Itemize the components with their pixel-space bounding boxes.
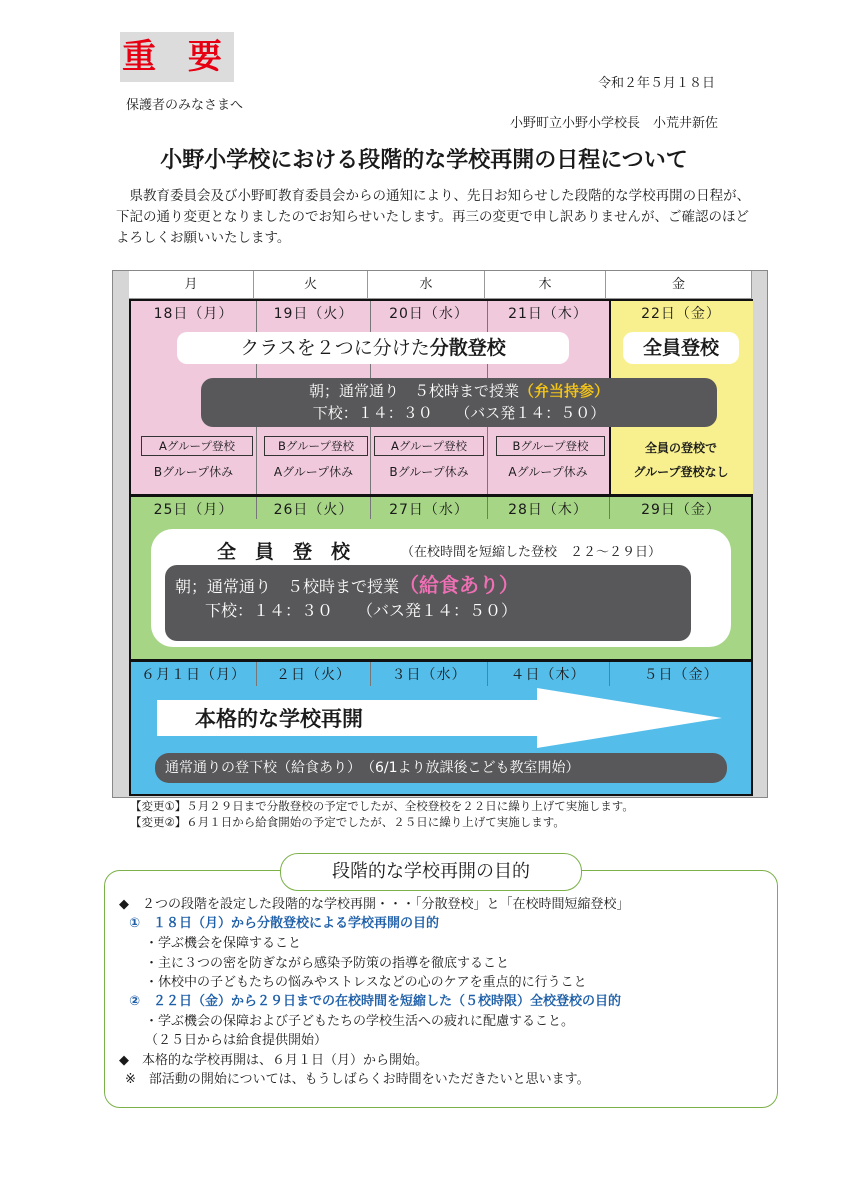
- purpose-line: ◆ ２つの段階を設定した段階的な学校再開・・・「分散登校」と「在校時間短縮登校」: [119, 897, 630, 912]
- friday-note: 全員の登校で: [644, 441, 717, 455]
- week2-schedule-box: [165, 565, 691, 641]
- week1-schedule-box: [201, 378, 717, 427]
- all-attendance-heading: 全 員 登 校: [217, 541, 351, 563]
- purpose-line: ・休校中の子どもたちの悩みやストレスなどの心のケアを重点的に行うこと: [145, 975, 587, 990]
- group-rest: Aグループ休み: [508, 465, 588, 479]
- purpose-heading-2: ② ２２日（金）から２９日までの在校時間を短縮した（５校時限）全校登校の目的: [129, 994, 622, 1009]
- schedule-calendar: [112, 270, 768, 798]
- change-notes: [130, 798, 634, 830]
- day-label: 18日（月）: [153, 306, 234, 322]
- day-label: 20日（水）: [389, 306, 469, 322]
- recipient: 保護者のみなさまへ: [126, 98, 244, 113]
- day-label: 21日（木）: [508, 306, 588, 322]
- change-note: 【変更②】６月１日から給食開始の予定でしたが、２５日に繰り上げて実施します。: [130, 815, 565, 829]
- change-note: 【変更①】５月２９日まで分散登校の予定でしたが、全校登校を２２日に繰り上げて実施します。: [130, 799, 634, 813]
- day-label: 22日（金）: [641, 306, 721, 322]
- weekday-header: 水: [368, 271, 485, 299]
- day-label: ３日（水）: [391, 667, 467, 683]
- purpose-line: ・学ぶ機会を保障すること: [145, 936, 302, 951]
- page-title: 小野小学校における段階的な学校再開の日程について: [160, 148, 688, 173]
- schedule-text: 朝；通常通り ５校時まで授業: [308, 382, 519, 400]
- group-attend: Bグループ登校: [496, 436, 605, 456]
- day-label: ６月１日（月）: [141, 667, 246, 683]
- day-label: 26日（火）: [273, 502, 354, 518]
- purpose-box: [104, 870, 778, 1108]
- week2-band: [129, 495, 753, 661]
- schedule-text: 朝；通常通り ５校時まで授業: [175, 577, 400, 596]
- schedule-line-2: 下校：１４：３０ （バス発１４：５０）: [312, 404, 606, 422]
- group-attend: Aグループ登校: [374, 436, 484, 456]
- lunch-note: （給食あり）: [399, 573, 520, 597]
- schedule-line-2: 下校：１４：３０ （バス発１４：５０）: [205, 601, 518, 620]
- purpose-title: 段階的な学校再開の目的: [280, 853, 582, 891]
- all-attendance-label: 全員登校: [623, 332, 739, 364]
- day-label: ４日（木）: [510, 667, 586, 683]
- column-divider: [609, 497, 610, 519]
- split-label-bold: 分散登校: [429, 337, 506, 359]
- split-label-text: クラスを２つに分けた: [240, 337, 430, 359]
- day-label: 19日（火）: [273, 306, 354, 322]
- split-attendance-label: [177, 332, 569, 364]
- schedule-line-1: [201, 380, 717, 402]
- full-reopening-label: 本格的な学校再開: [195, 707, 363, 731]
- date: 令和２年５月１８日: [598, 76, 716, 91]
- important-stamp: 重 要: [120, 32, 234, 82]
- schedule-line-1: [165, 573, 691, 599]
- group-attend: Aグループ登校: [141, 436, 253, 456]
- day-label: 25日（月）: [153, 502, 234, 518]
- weekday-header: 火: [254, 271, 368, 299]
- weekday-header: 金: [606, 271, 752, 299]
- bento-note: （弁当持参）: [519, 382, 610, 400]
- group-rest: Bグループ休み: [389, 465, 469, 479]
- purpose-line: ・学ぶ機会の保障および子どもたちの学校生活への疲れに配慮すること。: [145, 1014, 575, 1029]
- purpose-line: ◆ 本格的な学校再開は、６月１日（月）から開始。: [119, 1053, 428, 1068]
- group-rest: Bグループ休み: [153, 465, 234, 479]
- intro-paragraph: 県教育委員会及び小野町教育委員会からの通知により、先日お知らせした段階的な学校再開の日程が、下記の通り変更となりましたのでお知らせいたします。再三の変更で申し訳ありませんが、ご確認のほどよろしくお願いいたします。: [116, 188, 751, 246]
- sender: 小野町立小野小学校長 小荒井新佐: [510, 116, 719, 131]
- group-rest: Aグループ休み: [273, 465, 354, 479]
- group-attend: Bグループ登校: [264, 436, 368, 456]
- week2-info-box: [151, 529, 731, 647]
- day-label: ５日（金）: [643, 667, 719, 683]
- friday-note: グループ登校なし: [633, 465, 729, 479]
- day-label: 28日（木）: [508, 502, 588, 518]
- regular-schedule-box: 通常通りの登下校（給食あり） （6/1より放課後こども教室開始）: [155, 753, 727, 783]
- purpose-line: ※ 部活動の開始については、もうしばらくお時間をいただきたいと思います。: [125, 1072, 590, 1087]
- day-label: ２日（火）: [276, 667, 351, 683]
- shortened-note: （在校時間を短縮した登校 ２２～２９日）: [401, 545, 662, 560]
- purpose-line: ・主に３つの密を防ぎながら感染予防策の指導を徹底すること: [145, 956, 510, 971]
- week1-band: [129, 299, 753, 496]
- purpose-heading-1: ① １８日（月）から分散登校による学校再開の目的: [129, 916, 440, 931]
- weekday-header: 月: [129, 271, 254, 299]
- week3-band: [129, 660, 753, 796]
- purpose-line: （２５日からは給食提供開始）: [145, 1033, 328, 1048]
- weekday-header: 木: [485, 271, 606, 299]
- day-label: 29日（金）: [641, 502, 721, 518]
- day-label: 27日（水）: [389, 502, 469, 518]
- column-divider: [609, 662, 610, 686]
